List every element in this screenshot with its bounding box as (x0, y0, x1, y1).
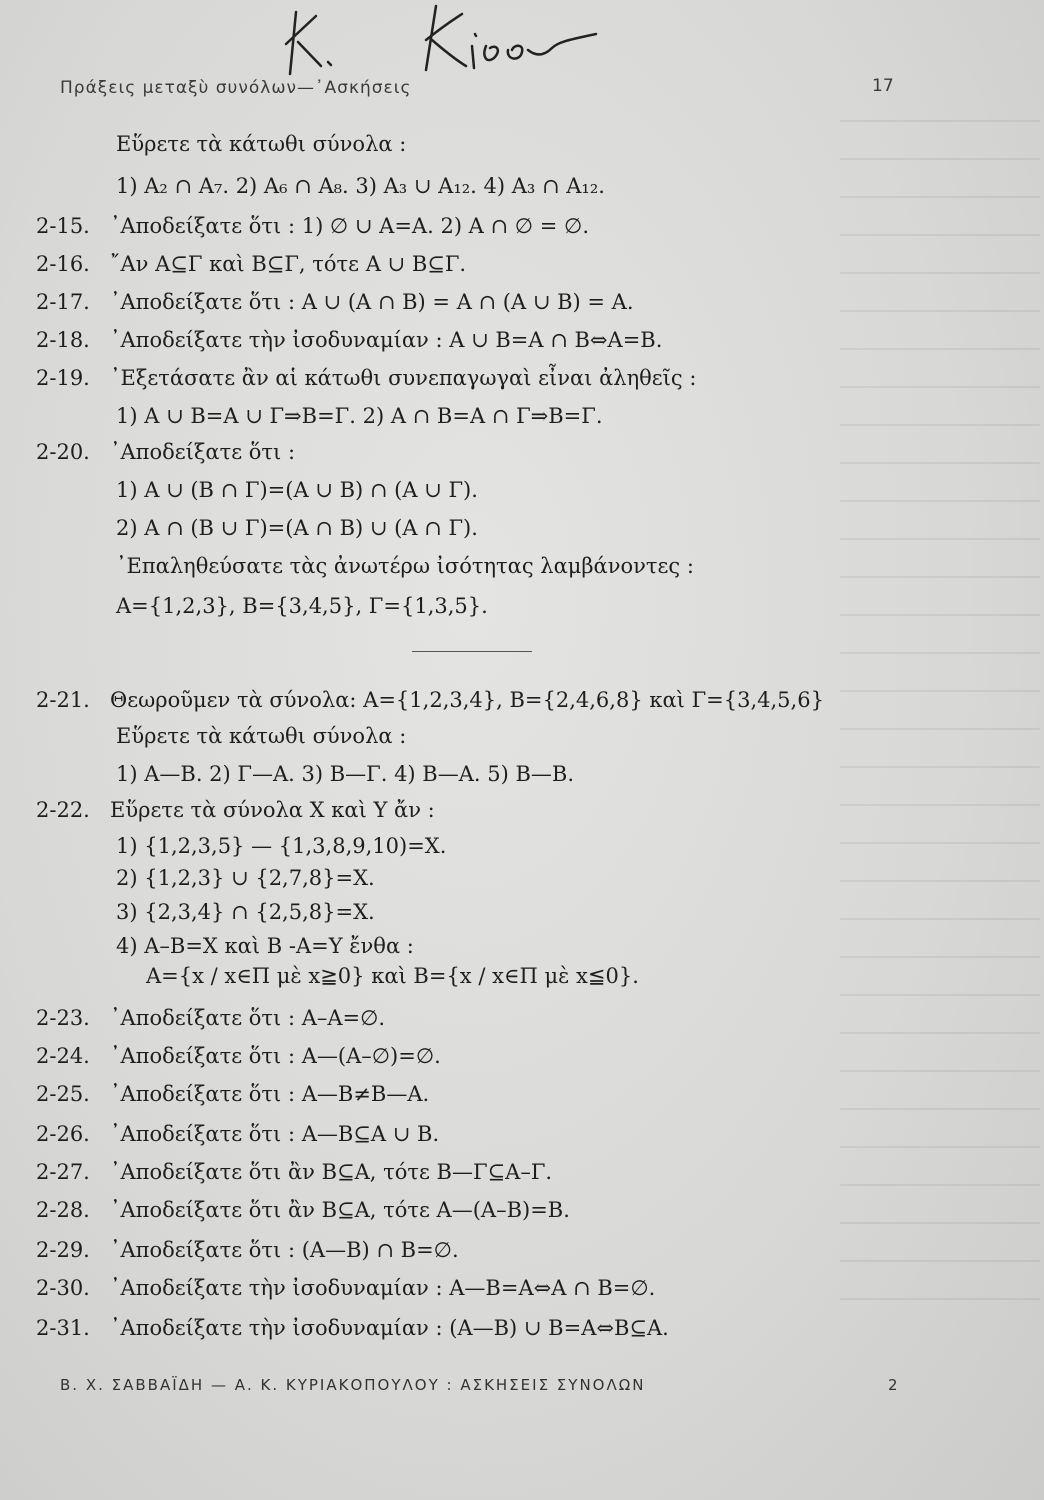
exercise-line: 2-25. ᾿Αποδείξατε ὅτι : A—B≠B—A. (36, 1082, 430, 1106)
exercise-number: 2-23. (36, 1006, 90, 1030)
text-line: 1) A—B. 2) Γ—A. 3) B—Γ. 4) B—A. 5) B—B. (116, 762, 575, 786)
exercise-line: 2-22. Εὕρετε τὰ σύνολα X καὶ Y ἄν : (36, 798, 435, 822)
exercise-number: 2-25. (36, 1082, 90, 1106)
exercise-number: 2-17. (36, 290, 90, 314)
exercise-line: 2-16. ῎Αν A⊆Γ καὶ B⊆Γ, τότε A ∪ B⊆Γ. (36, 252, 467, 276)
text-line: 1) A ∪ B=A ∪ Γ⇒B=Γ. 2) A ∩ B=A ∩ Γ⇒B=Γ. (116, 404, 603, 428)
page-number: 17 (872, 76, 894, 96)
exercise-line: 2-18. ᾿Αποδείξατε τὴν ἰσοδυναμίαν : A ∪ B=A ∩ B⇔A=B. (36, 328, 663, 352)
exercise-number: 2-21. (36, 688, 90, 712)
exercise-line: 2-27. ᾿Αποδείξατε ὅτι ἂν B⊆A, τότε B—Γ⊆A–Γ. (36, 1160, 553, 1184)
exercise-line: 2-31. ᾿Αποδείξατε τὴν ἰσοδυναμίαν : (A—B) ∪ B=A⇔B⊆A. (36, 1316, 669, 1340)
running-title: Πράξεις μεταξὺ συνόλων—᾿Ασκήσεις (60, 78, 412, 98)
text-line: 4) A–B=X καὶ B -A=Y ἔνθα : (116, 934, 414, 958)
footer-authors-title: Β. Χ. ΣΑΒΒΑΪΔΗ — Α. Κ. ΚΥΡΙΑΚΟΠΟΥΛΟΥ : ΑΣΚΗΣΕΙΣ ΣΥΝΟΛΩΝ (60, 1376, 646, 1394)
exercise-line: 2-29. ᾿Αποδείξατε ὅτι : (A—B) ∩ B=∅. (36, 1238, 459, 1262)
exercise-line: 2-20. ᾿Αποδείξατε ὅτι : (36, 440, 296, 464)
handwritten-signature (276, 4, 606, 84)
exercise-number: 2-16. (36, 252, 90, 276)
exercise-number: 2-15. (36, 214, 90, 238)
exercise-line: 2-19. ᾿Εξετάσατε ἂν αἱ κάτωθι συνεπαγωγαὶ εἶναι ἀληθεῖς : (36, 366, 697, 390)
exercise-number: 2-27. (36, 1160, 90, 1184)
exercise-line: 2-30. ᾿Αποδείξατε τὴν ἰσοδυναμίαν : A—B=A⇔A ∩ B=∅. (36, 1276, 656, 1300)
bleed-through-text (840, 120, 1040, 1320)
text-line: ᾿Επαληθεύσατε τὰς ἀνωτέρω ἰσότητας λαμβάνοντες : (116, 554, 694, 578)
exercise-number: 2-19. (36, 366, 90, 390)
text-line: Εὕρετε τὰ κάτωθι σύνολα : (116, 724, 407, 748)
exercise-line: 2-17. ᾿Αποδείξατε ὅτι : A ∪ (A ∩ B) = A ∩ (A ∪ B) = A. (36, 290, 634, 314)
exercise-number: 2-28. (36, 1198, 90, 1222)
text-line: 1) A ∪ (B ∩ Γ)=(A ∪ B) ∩ (A ∪ Γ). (116, 478, 478, 502)
exercise-line: 2-26. ᾿Αποδείξατε ὅτι : A—B⊆A ∪ B. (36, 1122, 440, 1146)
signature-drawing (276, 4, 606, 84)
exercise-number: 2-18. (36, 328, 90, 352)
footer-signature-mark: 2 (888, 1376, 898, 1394)
exercise-line: 2-23. ᾿Αποδείξατε ὅτι : A–A=∅. (36, 1006, 386, 1030)
text-line: 1) A₂ ∩ A₇. 2) A₆ ∩ A₈. 3) A₃ ∪ A₁₂. 4) A₃ ∩ A₁₂. (116, 174, 605, 198)
exercise-number: 2-20. (36, 440, 90, 464)
text-line: A={1,2,3}, B={3,4,5}, Γ={1,3,5}. (116, 594, 488, 618)
text-line: 2) A ∩ (B ∪ Γ)=(A ∩ B) ∪ (A ∩ Γ). (116, 516, 478, 540)
text-line: 3) {2,3,4} ∩ {2,5,8}=X. (116, 900, 375, 924)
exercise-line: 2-15. ᾿Αποδείξατε ὅτι : 1) ∅ ∪ A=A. 2) A ∩ ∅ = ∅. (36, 214, 590, 238)
text-line: Εὕρετε τὰ κάτωθι σύνολα : (116, 132, 407, 156)
text-line: A={x / x∈Π μὲ x≧0} καὶ B={x / x∈Π μὲ x≦0}. (146, 964, 639, 988)
exercise-number: 2-30. (36, 1276, 90, 1300)
exercise-number: 2-26. (36, 1122, 90, 1146)
exercise-line: 2-28. ᾿Αποδείξατε ὅτι ἂν B⊆A, τότε A—(A–B)=B. (36, 1198, 570, 1222)
text-line: 1) {1,2,3,5} — {1,3,8,9,10)=X. (116, 834, 447, 858)
exercise-number: 2-29. (36, 1238, 90, 1262)
exercise-line: 2-24. ᾿Αποδείξατε ὅτι : A—(A–∅)=∅. (36, 1044, 441, 1068)
text-line: 2) {1,2,3} ∪ {2,7,8}=X. (116, 866, 375, 890)
exercise-number: 2-22. (36, 798, 90, 822)
exercise-number: 2-24. (36, 1044, 90, 1068)
exercise-number: 2-31. (36, 1316, 90, 1340)
exercise-line: 2-21. Θεωροῦμεν τὰ σύνολα: A={1,2,3,4}, B={2,4,6,8} καὶ Γ={3,4,5,6} (36, 688, 824, 712)
section-divider (412, 651, 532, 652)
